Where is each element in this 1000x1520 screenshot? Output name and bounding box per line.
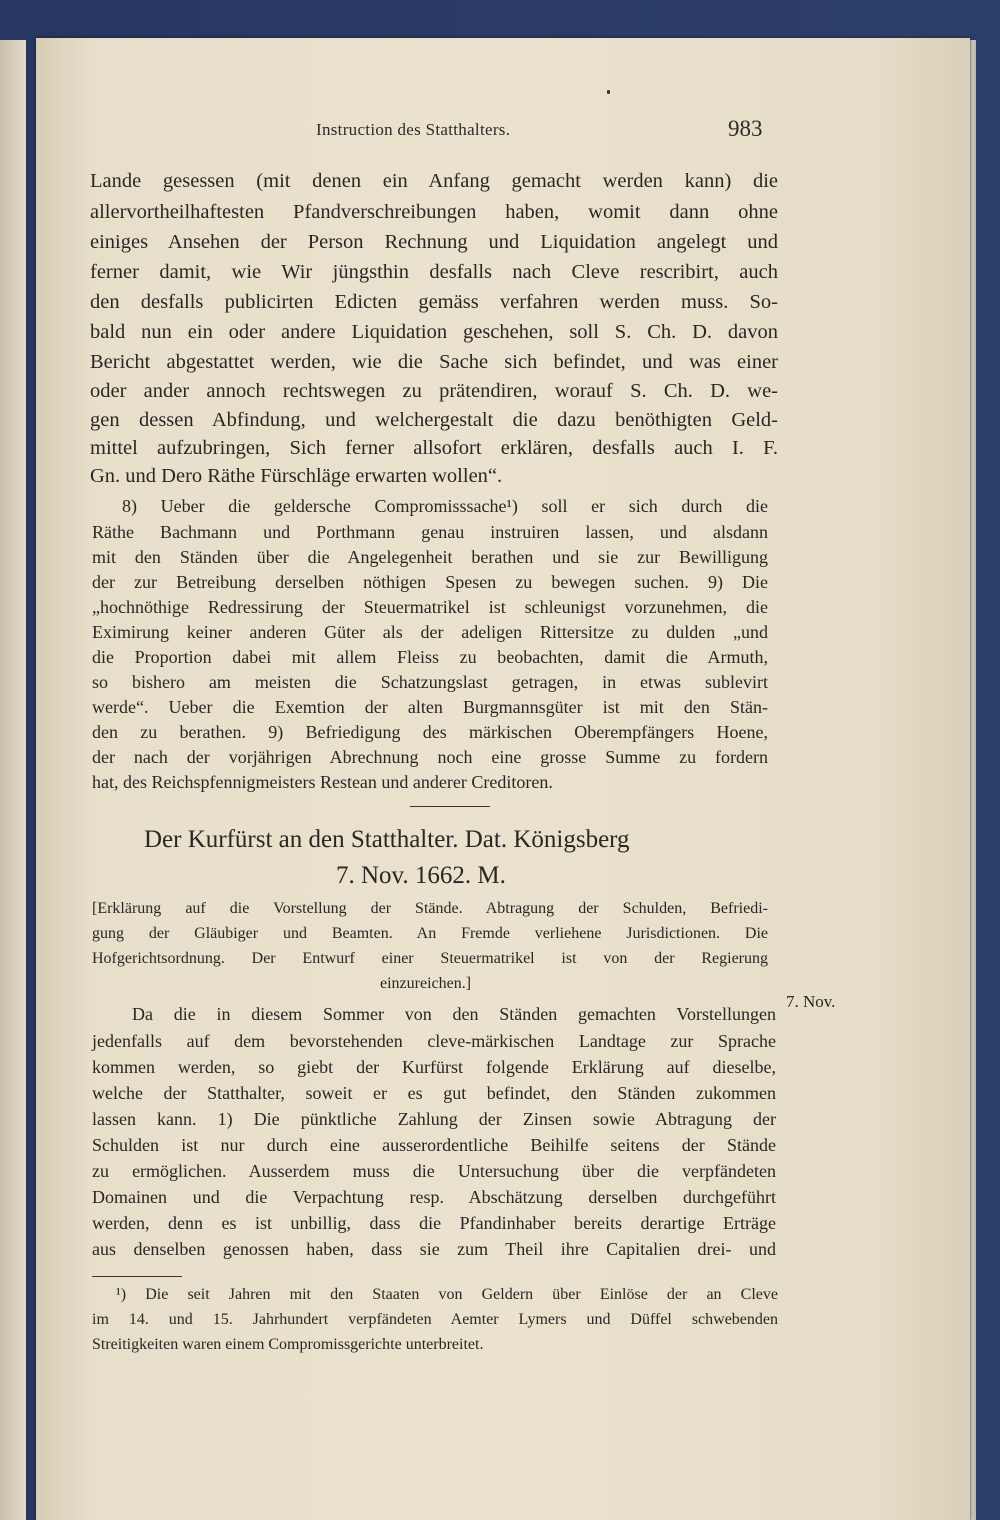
small-line: 8) Ueber die geldersche Compromisssache¹) soll er sich durch die bbox=[122, 496, 768, 516]
letter-line: welche der Statthalter, soweit er es gut befindet, den Ständen zukommen bbox=[92, 1083, 776, 1103]
body-line: bald nun ein oder andere Liquidation geschehen, soll S. Ch. D. davon bbox=[90, 321, 778, 343]
body-line: ferner damit, wie Wir jüngsthin desfalls nach Cleve rescribirt, auch bbox=[90, 261, 778, 283]
small-line: so bishero am meisten die Schatzungslast getragen, in etwas sublevirt bbox=[92, 672, 768, 692]
summary-line: gung der Gläubiger und Beamten. An Fremde verliehene Jurisdictionen. Die bbox=[92, 925, 768, 942]
small-line: die Proportion dabei mit allem Fleiss zu beobachten, damit die Armuth, bbox=[92, 647, 768, 667]
summary-line: einzureichen.] bbox=[380, 975, 472, 992]
small-line: werde“. Ueber die Exemtion der alten Burgmannsgüter ist mit den Stän- bbox=[92, 697, 768, 717]
small-line: Eximirung keiner anderen Güter als der adeligen Rittersitze zu dulden „und bbox=[92, 622, 768, 642]
body-line: den desfalls publicirten Edicten gemäss verfahren werden muss. So- bbox=[90, 291, 778, 313]
letter-line: Schulden ist nur durch eine ausserordentliche Beihilfe seitens der Stände bbox=[92, 1135, 776, 1155]
ink-speck bbox=[607, 90, 610, 94]
letter-line: zu ermöglichen. Ausserdem muss die Untersuchung über die verpfändeten bbox=[92, 1161, 776, 1181]
body-line: oder ander annoch rechtswegen zu prätendiren, worauf S. Ch. D. we- bbox=[90, 380, 778, 402]
footnote-line: ¹) Die seit Jahren mit den Staaten von Geldern über Einlöse der an Cleve bbox=[116, 1286, 778, 1303]
small-line: hat, des Reichspfennigmeisters Restean und anderer Creditoren. bbox=[92, 772, 553, 792]
letter-line: aus denselben genossen haben, dass sie zum Theil ihre Capitalien drei- und bbox=[92, 1239, 776, 1259]
summary-line: Hofgerichtsordnung. Der Entwurf einer Steuermatrikel ist von der Regierung bbox=[92, 950, 768, 967]
body-line: gen dessen Abfindung, und welchergestalt die dazu benöthigten Geld- bbox=[90, 409, 778, 431]
body-line: Gn. und Dero Räthe Fürschläge erwarten wollen“. bbox=[90, 465, 503, 487]
small-line: mit den Ständen über die Angelegenheit berathen und sie zur Bewilligung bbox=[92, 547, 768, 567]
running-title: Instruction des Statthalters. bbox=[316, 120, 511, 139]
small-line: der nach der vorjährigen Abrechnung noch eine grosse Summe zu fordern bbox=[92, 747, 768, 767]
small-line: der zur Betreibung derselben nöthigen Spesen zu bewegen suchen. 9) Die bbox=[92, 572, 768, 592]
section-heading-date: 7. Nov. 1662. M. bbox=[336, 862, 506, 889]
page-number: 983 bbox=[728, 116, 763, 141]
section-heading: Der Kurfürst an den Statthalter. Dat. Königsberg bbox=[144, 826, 630, 853]
body-line: mittel aufzubringen, Sich ferner allsofort erklären, desfalls auch I. F. bbox=[90, 437, 778, 459]
section-divider bbox=[410, 806, 490, 807]
letter-line: Domainen und die Verpachtung resp. Abschätzung derselben durchgeführt bbox=[92, 1187, 776, 1207]
body-line: Bericht abgestattet werden, wie die Sache sich befindet, und was einer bbox=[90, 351, 778, 373]
small-line: Räthe Bachmann und Porthmann genau instruiren lassen, und alsdann bbox=[92, 522, 768, 542]
footnote-line: im 14. und 15. Jahrhundert verpfändeten Aemter Lymers und Düffel schwebenden bbox=[92, 1311, 778, 1328]
letter-line: lassen kann. 1) Die pünktliche Zahlung der Zinsen sowie Abtragung der bbox=[92, 1109, 776, 1129]
letter-line: Da die in diesem Sommer von den Ständen gemachten Vorstellungen bbox=[132, 1004, 776, 1024]
letter-line: jedenfalls auf dem bevorstehenden cleve-märkischen Landtage zur Sprache bbox=[92, 1031, 776, 1051]
summary-line: [Erklärung auf die Vorstellung der Stände. Abtragung der Schulden, Befriedi- bbox=[92, 900, 768, 917]
body-line: einiges Ansehen der Person Rechnung und Liquidation angelegt und bbox=[90, 231, 778, 253]
footnote-divider bbox=[92, 1276, 182, 1277]
small-line: den zu berathen. 9) Befriedigung des märkischen Oberempfängers Hoene, bbox=[92, 722, 768, 742]
previous-page-edge bbox=[0, 40, 26, 1520]
body-line: allervortheilhaftesten Pfandverschreibungen haben, womit dann ohne bbox=[90, 201, 778, 223]
small-line: „hochnöthige Redressirung der Steuermatrikel ist schleunigst vorzunehmen, die bbox=[92, 597, 768, 617]
footnote-line: Streitigkeiten waren einem Compromissgerichte unterbreitet. bbox=[92, 1336, 484, 1353]
body-line: Lande gesessen (mit denen ein Anfang gemacht werden kann) die bbox=[90, 170, 778, 192]
margin-date-note: 7. Nov. bbox=[786, 992, 836, 1011]
letter-line: kommen werden, so giebt der Kurfürst folgende Erklärung auf dieselbe, bbox=[92, 1057, 776, 1077]
letter-line: werden, denn es ist unbillig, dass die Pfandinhaber bereits derartige Erträge bbox=[92, 1213, 776, 1233]
